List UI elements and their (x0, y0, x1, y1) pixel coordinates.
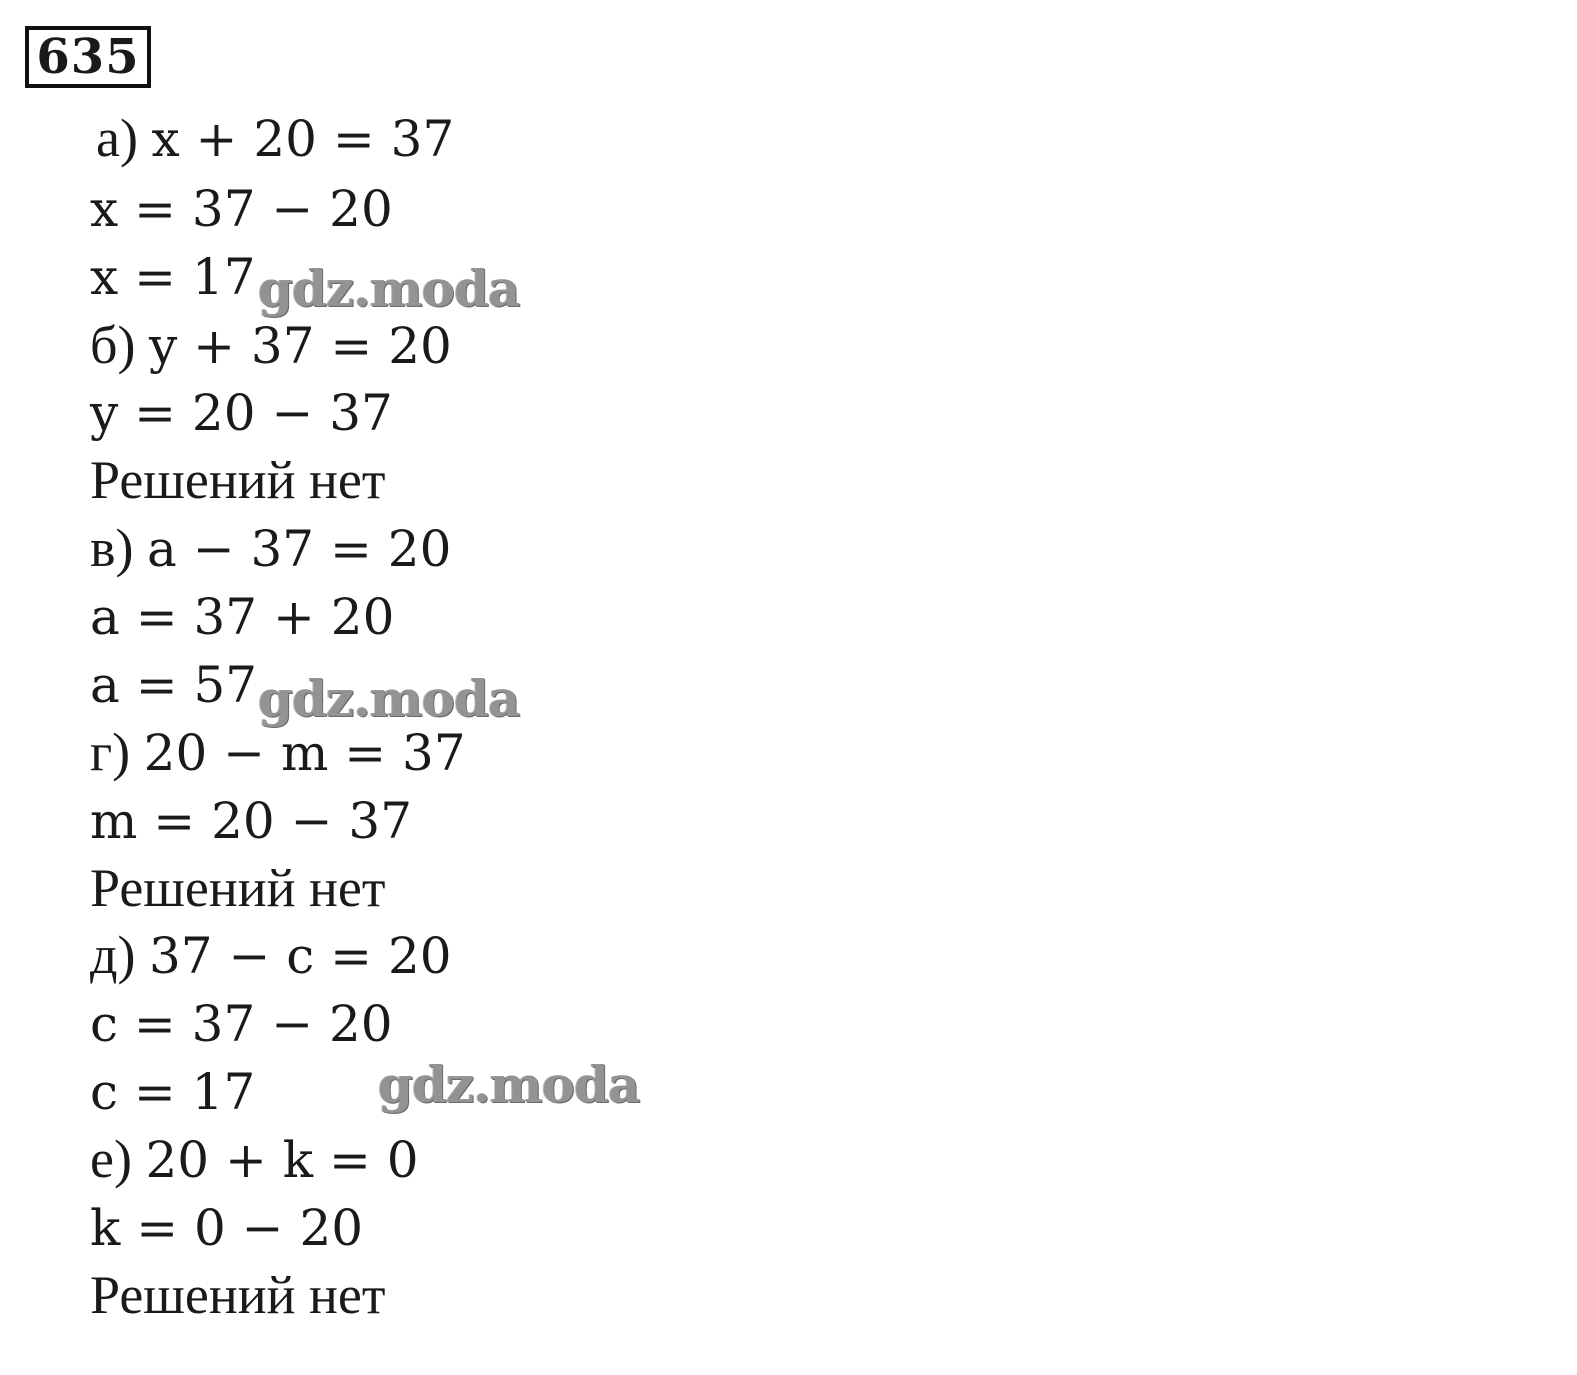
watermark: gdz.moda (258, 669, 520, 728)
math-expression: 20 − m = 37 (143, 724, 466, 782)
line-e-step (90, 1197, 363, 1258)
math-expression: c = 37 − 20 (90, 995, 393, 1053)
line-v-answer (90, 654, 257, 715)
line-v-equation (90, 518, 451, 579)
math-expression: y = 20 − 37 (90, 384, 393, 442)
line-a-answer (90, 246, 256, 307)
line-a-step (90, 178, 393, 239)
line-b-step (90, 382, 393, 443)
math-expression: 37 − c = 20 (148, 927, 452, 985)
no-solutions-text: Решений нет (90, 858, 386, 918)
part-label: в) (90, 518, 147, 578)
no-solutions-text: Решений нет (90, 1265, 386, 1325)
math-expression: a − 37 = 20 (146, 520, 452, 578)
line-g-step (90, 790, 412, 851)
watermark: gdz.moda (378, 1055, 640, 1114)
line-d-equation (90, 925, 452, 986)
part-label: д) (90, 925, 149, 985)
math-expression: x + 20 = 37 (151, 110, 455, 168)
math-expression: a = 57 (90, 656, 258, 714)
math-expression: a = 37 + 20 (90, 588, 395, 646)
line-d-answer (90, 1061, 255, 1122)
line-g-no-solutions (90, 858, 386, 918)
math-expression: x = 37 − 20 (90, 180, 393, 238)
math-expression: k = 0 − 20 (90, 1199, 364, 1257)
watermark: gdz.moda (258, 259, 520, 318)
line-a-equation (96, 108, 454, 169)
line-g-equation (90, 722, 466, 783)
line-d-step (90, 993, 393, 1054)
line-v-step (90, 586, 394, 647)
math-expression: 20 + k = 0 (145, 1131, 419, 1189)
part-label: а) (96, 108, 152, 168)
part-label: е) (90, 1129, 146, 1189)
math-expression: x = 17 (90, 248, 256, 306)
part-label: б) (90, 315, 149, 375)
line-e-equation (90, 1129, 419, 1190)
no-solutions-text: Решений нет (90, 450, 386, 510)
line-b-no-solutions (90, 450, 386, 510)
line-e-no-solutions (90, 1265, 386, 1325)
math-expression: y + 37 = 20 (148, 317, 452, 375)
line-b-equation (90, 315, 452, 376)
part-label: г) (90, 722, 144, 782)
math-expression: m = 20 − 37 (90, 792, 413, 850)
problem-number: 635 (25, 26, 151, 88)
math-expression: c = 17 (90, 1063, 256, 1121)
